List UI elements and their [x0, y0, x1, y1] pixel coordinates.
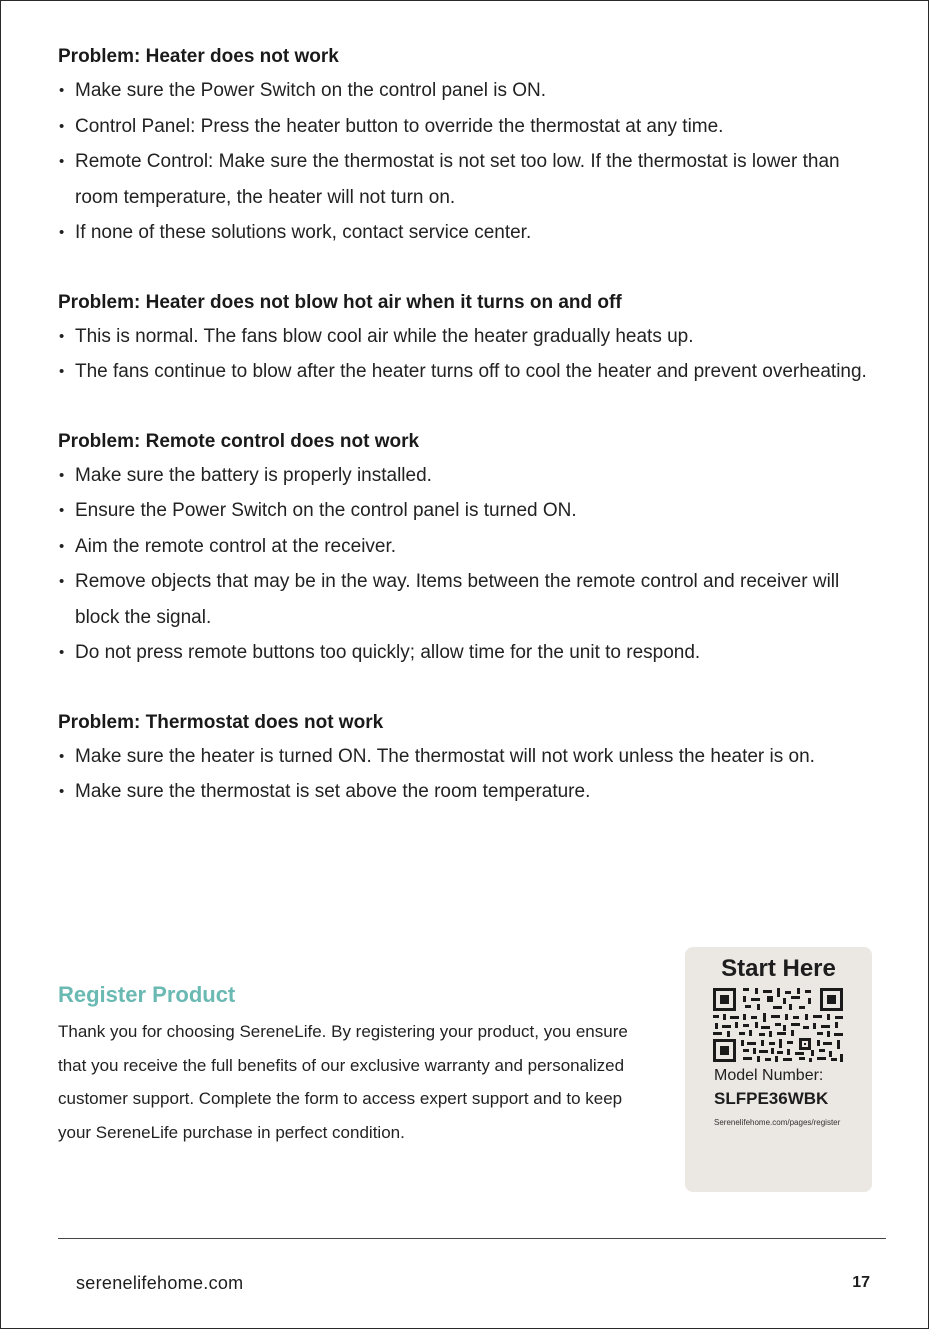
- register-url[interactable]: Serenelifehome.com/pages/register: [714, 1118, 841, 1127]
- troubleshooting-section: [58, 41, 888, 846]
- register-body: Thank you for choosing SereneLife. By registering your product, you ensure that you receive the full benefits of our exclusive warranty and personalized customer support. Complete the form to access expert support and to keep your SereneLife purchase in perfect condition.: [58, 1022, 628, 1142]
- start-here-card[interactable]: [685, 947, 872, 1192]
- problem-block: [58, 426, 888, 671]
- register-title: Register Product: [58, 982, 236, 1007]
- solution-item: • Make sure the battery is properly installed.: [58, 458, 888, 494]
- solution-list: [58, 73, 888, 251]
- problem-title: Problem: Heater does not work: [58, 46, 339, 67]
- solution-item: • Make sure the thermostat is set above the room temperature.: [58, 774, 888, 810]
- solution-list: [58, 458, 888, 671]
- problem-title: Problem: Heater does not blow hot air when it turns on and off: [58, 291, 622, 313]
- register-product-section: [58, 979, 658, 1149]
- footer-website[interactable]: serenelifehome.com: [76, 1273, 244, 1293]
- problem-block: [58, 41, 888, 251]
- model-number-label: Model Number:: [714, 1067, 824, 1084]
- footer-divider: [58, 1238, 886, 1239]
- solution-item: • Remove objects that may be in the way. Items between the remote control and receiver will block the signal.: [58, 564, 888, 635]
- problem-title: Problem: Remote control does not work: [58, 430, 420, 452]
- start-here-heading: Start Here: [721, 955, 836, 982]
- solution-item: • If none of these solutions work, contact service center.: [58, 215, 888, 251]
- solution-item: • Control Panel: Press the heater button to override the thermostat at any time.: [58, 109, 888, 145]
- problem-block: [58, 707, 888, 810]
- problem-title: Problem: Thermostat does not work: [58, 711, 384, 733]
- solution-list: [58, 319, 888, 390]
- solution-item: • Make sure the heater is turned ON. The thermostat will not work unless the heater is on.: [58, 739, 888, 775]
- solution-item: • Ensure the Power Switch on the control panel is turned ON.: [58, 493, 888, 529]
- solution-list: [58, 739, 888, 810]
- page-number: 17: [852, 1274, 870, 1291]
- solution-item: • Do not press remote buttons too quickly; allow time for the unit to respond.: [58, 635, 888, 671]
- solution-item: • The fans continue to blow after the heater turns off to cool the heater and prevent overheating.: [58, 354, 888, 390]
- model-number-value: SLFPE36WBK: [714, 1089, 829, 1108]
- qr-code-icon[interactable]: [713, 988, 843, 1062]
- solution-item: • Remote Control: Make sure the thermostat is not set too low. If the thermostat is lower than room temperature, the heater will not turn on.: [58, 144, 888, 215]
- solution-item: • This is normal. The fans blow cool air while the heater gradually heats up.: [58, 319, 888, 355]
- solution-item: • Aim the remote control at the receiver.: [58, 529, 888, 565]
- solution-item: • Make sure the Power Switch on the control panel is ON.: [58, 73, 888, 109]
- problem-block: [58, 287, 888, 390]
